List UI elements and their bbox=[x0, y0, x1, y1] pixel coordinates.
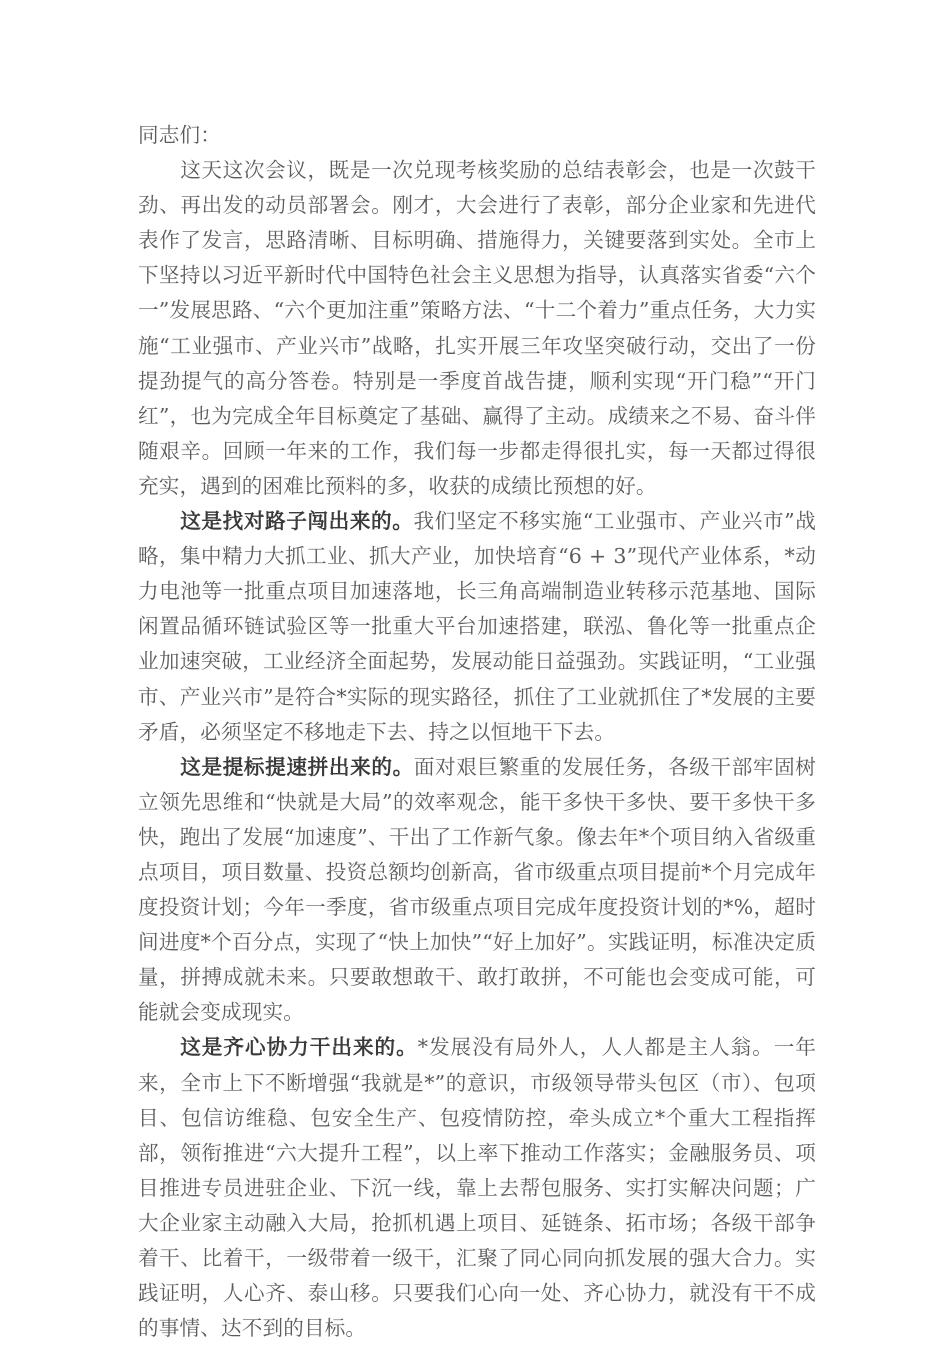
paragraph-2-text: 我们坚定不移实施“工业强市、产业兴市”战略，集中精力大抓工业、抓大产业，加快培育“6 + 3”现代产业体系，*动力电池等一批重点项目加速落地，长三角高端制造业转移示范基地、国际闲置品循环链试验区等一批重大平台加速搭建，联泓、鲁化等一批重点企业加速突破，工业经济全面起势，发展动能日益强劲。实践证明，“工业强市、产业兴市”是符合*实际的现实路径，抓住了工业就抓住了*发展的主要矛盾，必须坚定不移地走下去、持之以恒地干下去。 bbox=[138, 509, 816, 744]
paragraph-3 bbox=[138, 750, 816, 1031]
paragraph-3-lead: 这是提标提速拼出来的。 bbox=[180, 754, 414, 779]
paragraph-2 bbox=[138, 504, 816, 750]
paragraph-1-text: 这天这次会议，既是一次兑现考核奖励的总结表彰会，也是一次鼓干劲、再出发的动员部署会。刚才，大会进行了表彰，部分企业家和先进代表作了发言，思路清晰、目标明确、措施得力，关键要落到实处。全市上下坚持以习近平新时代中国特色社会主义思想为指导，认真落实省委“六个一”发展思路、“六个更加注重”策略方法、“十二个着力”重点任务，大力实施“工业强市、产业兴市”战略，扎实开展三年攻坚突破行动，交出了一份提劲提气的高分答卷。特别是一季度首战告捷，顺利实现“开门稳”“开门红”，也为完成全年目标奠定了基础、赢得了主动。成绩来之不易、奋斗伴随艰辛。回顾一年来的工作，我们每一步都走得很扎实，每一天都过得很充实，遇到的困难比预料的多，收获的成绩比预想的好。 bbox=[138, 158, 816, 498]
salutation-line: 同志们： bbox=[138, 123, 221, 147]
paragraph-2-lead: 这是找对路子闯出来的。 bbox=[180, 509, 414, 534]
paragraph-1 bbox=[138, 153, 816, 504]
paragraph-3-text: 面对艰巨繁重的发展任务，各级干部牢固树立领先思维和“快就是大局”的效率观念，能干多快干多快、要干多快干多快，跑出了发展“加速度”、干出了工作新气象。像去年*个项目纳入省级重点项目，项目数量、投资总额均创新高，省市级重点项目提前*个月完成年度投资计划；今年一季度，省市级重点项目完成年度投资计划的*%，超时间进度*个百分点，实现了“快上加快”“好上加好”。实践证明，标准决定质量，拼搏成就未来。只要敢想敢干、敢打敢拼，不可能也会变成可能，可能就会变成现实。 bbox=[138, 754, 816, 1025]
paragraph-4-text: *发展没有局外人，人人都是主人翁。一年来，全市上下不断增强“我就是*”的意识，市级领导带头包区（市）、包项目、包信访维稳、包安全生产、包疫情防控，牵头成立*个重大工程指挥部，领衔推进“六大提升工程”，以上率下推动工作落实；金融服务员、项目推进专员进驻企业、下沉一线，靠上去帮包服务、实打实解决问题；广大企业家主动融入大局，抢抓机遇上项目、延链条、拓市场；各级干部争着干、比着干，一级带着一级干，汇聚了同心同向抓发展的强大合力。实践证明，人心齐、泰山移。只要我们心向一处、齐心协力，就没有干不成的事情、达不到的目标。 bbox=[138, 1035, 816, 1341]
paragraph-4-lead: 这是齐心协力干出来的。 bbox=[180, 1035, 418, 1060]
document-body bbox=[138, 118, 816, 1346]
paragraph-4 bbox=[138, 1030, 816, 1346]
